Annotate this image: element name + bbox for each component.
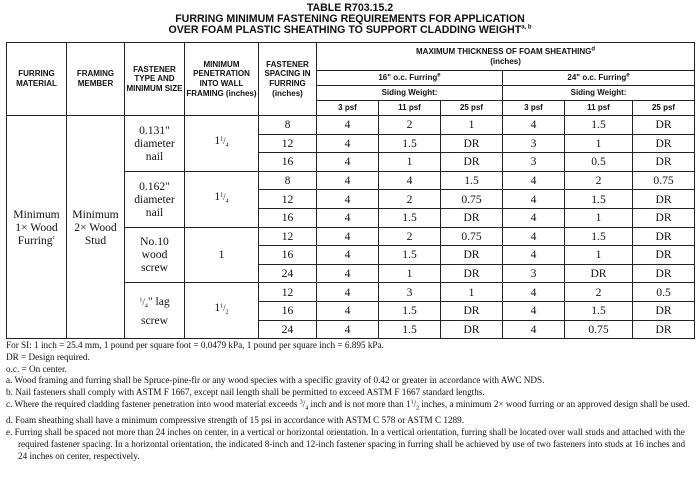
header-max-thickness-text: MAXIMUM THICKNESS OF FOAM SHEATHING [416,46,592,56]
data-cell: 12 [259,283,317,302]
data-cell: 4 [317,190,379,209]
header-fastener-spacing: FASTENER SPACING IN FURRING (inches) [259,43,317,116]
fastener-l3: nail [145,149,164,163]
data-cell: 1.5 [379,301,441,320]
data-cell: 4 [503,190,565,209]
data-cell: 3 [503,134,565,153]
data-cell: 2 [379,190,441,209]
furring-material-cell [7,116,67,339]
data-cell: 12 [259,134,317,153]
data-cell: 3 [379,283,441,302]
data-cell: 2 [565,283,633,302]
penetration-den: 4 [225,142,229,149]
data-cell: 1 [379,153,441,172]
data-cell: DR [441,153,503,172]
data-cell: 12 [259,190,317,209]
header-psf: 25 psf [441,101,503,116]
fastener-l3: screw [140,261,169,275]
data-cell: 8 [259,116,317,135]
data-cell: 12 [259,227,317,246]
data-cell: 1 [441,116,503,135]
footnote-c: c. Where the required cladding fastener penetration into wood material exceeds $^3/_4$ inch and is not more than $1^1/_2$ inches, a minimum 2× wood furring or an approved design shall be used. [6,398,690,412]
data-cell: 4 [317,116,379,135]
penetration-cell: $1^1/_4$ [185,116,259,172]
fastener-type-cell: $^1/_4$" lag screw [125,283,185,339]
data-cell: 16 [259,208,317,227]
penetration-whole: 1 [214,134,221,148]
data-cell: DR [633,246,695,265]
header-furring-material: FURRING MATERIAL [7,43,67,116]
data-cell: 1 [441,283,503,302]
data-cell: DR [633,134,695,153]
header-16-oc [317,71,503,86]
data-cell: 4 [317,320,379,339]
fastener-l2: wood [141,248,168,262]
data-cell: 4 [503,116,565,135]
data-cell: 1.5 [565,116,633,135]
data-cell: DR [633,320,695,339]
data-cell: DR [633,264,695,283]
data-cell: DR [441,301,503,320]
data-cell: DR [565,264,633,283]
note-dr: DR = Design required. [6,351,90,362]
data-cell: 4 [503,171,565,190]
fastener-type-cell [125,171,185,227]
data-cell: 0.75 [565,320,633,339]
data-cell: 1.5 [565,301,633,320]
penetration-whole: 1 [214,301,221,315]
data-cell: 0.5 [633,283,695,302]
header-psf: 3 psf [317,101,379,116]
fastener-l2: diameter [134,136,175,150]
data-cell: 4 [317,134,379,153]
data-cell: 16 [259,301,317,320]
data-cell: 2 [379,227,441,246]
note-oc: o.c. = On center. [6,363,67,374]
header-16-oc-text: 16" o.c. Furring [378,73,438,83]
data-cell: 4 [317,301,379,320]
fastener-l1: 0.162" [139,179,170,193]
penetration-den: 2 [225,310,229,317]
footnote-d: d. Foam sheathing shall have a minimum compressive strength of 15 psi in accordance with ASTM C 578 or ASTM C 1289. [6,415,465,426]
header-min-penetration: MINIMUM PENETRATION INTO WALL FRAMING (inches) [185,43,259,116]
data-cell: DR [633,301,695,320]
data-cell: 4 [317,246,379,265]
title-footnote-ref: a, b [521,24,532,31]
framing-member-l3: Stud [84,233,107,247]
data-cell: 8 [259,171,317,190]
footnote-c-part2: inch and is not more than 1 [308,398,411,409]
header-max-thickness [317,43,695,71]
footnote-ref-e: e [437,72,441,79]
footnote-a: a. Wood framing and furring shall be Spruce-pine-fir or any wood species with a specific gravity of 0.42 or greater in accordance with AWC NDS. [6,375,545,386]
data-cell: DR [441,320,503,339]
data-cell: 1 [565,208,633,227]
data-cell: 0.75 [633,171,695,190]
data-cell: 3 [503,264,565,283]
table-title-line-2 [0,25,700,36]
penetration-cell [185,227,259,283]
data-cell: 0.5 [565,153,633,172]
header-fastener-type: FASTENER TYPE AND MINIMUM SIZE [125,43,185,116]
footnote-ref-d: d [591,46,596,53]
header-psf: 3 psf [503,101,565,116]
fastener-type-cell [125,116,185,172]
data-cell: 1 [565,246,633,265]
fastener-l3: nail [145,205,164,219]
footnote-ref-e: e [626,72,630,79]
table-notes [6,340,696,463]
data-cell: 1.5 [379,320,441,339]
furring-material-l3: Furring [17,233,53,247]
data-cell: 3 [503,153,565,172]
data-cell: 1 [565,134,633,153]
data-cell: 24 [259,320,317,339]
fastener-type-cell [125,227,185,283]
data-cell: 4 [317,208,379,227]
header-psf: 11 psf [379,101,441,116]
data-cell: 1 [379,264,441,283]
data-cell: DR [633,208,695,227]
data-cell: 2 [565,171,633,190]
footnote-c-frac1-den: 4 [305,405,309,412]
fastener-l2: screw [140,313,169,327]
penetration-cell: $1^1/_4$ [185,171,259,227]
data-cell: 16 [259,153,317,172]
header-24-oc [503,71,695,86]
footnote-ref-c: c [52,234,56,241]
header-psf: 11 psf [565,101,633,116]
footnote-c-part1: c. Where the required cladding fastener penetration into wood material exceeds [6,398,300,409]
data-cell: 24 [259,264,317,283]
framing-member-l2: 2× Wood [74,220,117,234]
data-cell: DR [633,227,695,246]
data-cell: DR [441,246,503,265]
footnote-c-frac2-den: 2 [416,405,420,412]
fastener-l1: 0.131" [139,123,170,137]
footnote-c-frac1-num: 3 [299,399,303,406]
data-cell: 1.5 [565,190,633,209]
data-cell: DR [633,153,695,172]
header-psf: 25 psf [633,101,695,116]
data-cell: DR [441,208,503,227]
table-title-line-1: FURRING MINIMUM FASTENING REQUIREMENTS FOR APPLICATION [175,13,525,25]
data-cell: 1.5 [379,246,441,265]
data-cell: 1.5 [441,171,503,190]
penetration-whole: 1 [218,248,225,262]
data-cell: 4 [503,320,565,339]
data-cell: DR [633,190,695,209]
penetration-num: 1 [220,303,224,310]
data-cell: 4 [317,171,379,190]
note-si: For SI: 1 inch = 25.4 mm, 1 pound per square foot = 0.0479 kPa, 1 pound per square inch = 6.895 kPa. [6,340,384,350]
penetration-num: 1 [220,192,224,199]
lag-size-num: 1 [139,297,143,304]
data-cell: DR [441,264,503,283]
table-title-text: OVER FOAM PLASTIC SHEATHING TO SUPPORT CLADDING WEIGHT [168,24,522,36]
fastener-l2: diameter [134,192,175,206]
furring-material-l1: Minimum [13,207,60,221]
footnote-e: e. Furring shall be spaced not more than 24 inches on center, in a vertical or horizontal orientation. In a vertical orientation, furring shall be located over wall studs and attached with the required fastener spacing. In a horizontal orientation, the indicated 8-inch and 12-inch fastener spacing in furring shall be achieved by use of two fasteners into studs at 16 inches and 24 inches on center, respectively. [6,427,686,461]
framing-member-cell [67,116,125,339]
footnote-b: b. Nail fasteners shall comply with ASTM F 1667, except nail length shall be permitted to exceed ASTM F 1667 standard lengths. [6,387,485,398]
data-cell: 4 [317,264,379,283]
data-cell: 1.5 [379,208,441,227]
framing-member-l1: Minimum [72,207,119,221]
data-cell: 4 [317,153,379,172]
data-cell: 0.75 [441,190,503,209]
header-siding-weight: Siding Weight: [317,86,503,101]
fastener-l1: " lag [147,294,170,308]
data-cell: 4 [503,283,565,302]
footnote-c-part3: inches, a minimum 2× wood furring or an approved design shall be used. [419,398,690,409]
data-cell: 1.5 [379,134,441,153]
data-cell: 4 [379,171,441,190]
data-cell: DR [633,116,695,135]
table-number: TABLE R703.15.2 [306,2,394,14]
data-cell: 4 [503,227,565,246]
penetration-whole: 1 [214,189,221,203]
fastener-l1: No.10 [140,235,169,249]
lag-size-den: 4 [144,303,148,310]
header-24-oc-text: 24" o.c. Furring [567,73,627,83]
penetration-den: 4 [225,198,229,205]
penetration-cell: $1^1/_2$ [185,283,259,339]
furring-material-l2: 1× Wood [15,220,58,234]
data-cell: 4 [503,208,565,227]
data-cell: 2 [379,116,441,135]
data-cell: 4 [503,301,565,320]
header-max-thickness-units: (inches) [490,56,521,66]
fastening-table [6,42,695,339]
data-cell: 4 [317,227,379,246]
data-cell: 4 [317,283,379,302]
data-cell: 16 [259,246,317,265]
data-cell: 1.5 [565,227,633,246]
penetration-num: 1 [220,136,224,143]
data-cell: 0.75 [441,227,503,246]
data-cell: DR [441,134,503,153]
footnote-c-frac2-num: 1 [410,399,414,406]
header-framing-member: FRAMING MEMBER [67,43,125,116]
header-siding-weight: Siding Weight: [503,86,695,101]
data-cell: 4 [503,246,565,265]
